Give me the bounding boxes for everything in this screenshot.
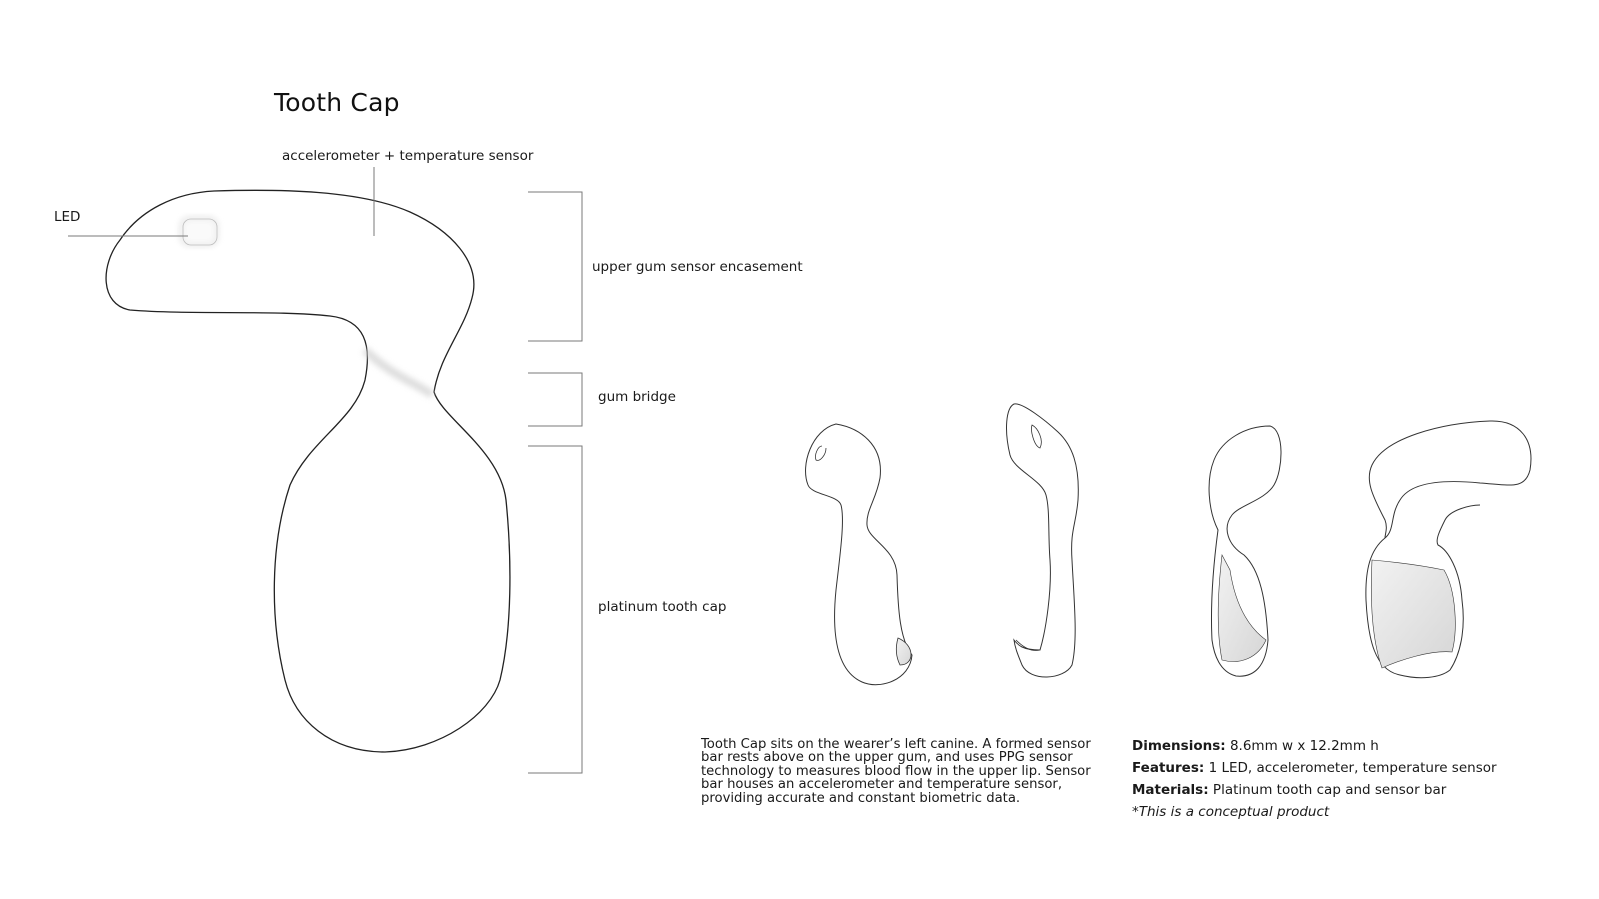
spec-list bbox=[1132, 737, 1497, 825]
spec-value: 8.6mm w x 12.2mm h bbox=[1229, 738, 1379, 754]
spec-value: Platinum tooth cap and sensor bar bbox=[1212, 782, 1447, 798]
gum-bridge-shading bbox=[365, 350, 432, 395]
spec-label: Features: bbox=[1132, 760, 1205, 776]
view-side-left bbox=[806, 424, 912, 685]
led-shape bbox=[181, 218, 217, 245]
spec-features bbox=[1132, 759, 1497, 781]
spec-materials bbox=[1132, 781, 1497, 803]
tooth-cap-main-outline bbox=[106, 190, 510, 752]
view-three-quarter bbox=[1366, 421, 1531, 678]
callout-sensor: accelerometer + temperature sensor bbox=[282, 148, 534, 164]
encasement-bracket bbox=[528, 192, 582, 341]
callout-cap: platinum tooth cap bbox=[598, 599, 727, 615]
callout-led: LED bbox=[54, 209, 81, 225]
conceptual-note: *This is a conceptual product bbox=[1132, 804, 1330, 820]
bridge-bracket bbox=[528, 373, 582, 426]
view-back bbox=[1209, 426, 1281, 676]
page-title: Tooth Cap bbox=[274, 88, 400, 117]
view-side-right bbox=[1007, 404, 1079, 677]
callout-encasement: upper gum sensor encasement bbox=[592, 259, 803, 275]
spec-value: 1 LED, accelerometer, temperature sensor bbox=[1208, 760, 1497, 776]
cap-bracket bbox=[528, 446, 582, 773]
spec-label: Materials: bbox=[1132, 782, 1209, 798]
spec-dimensions bbox=[1132, 737, 1497, 759]
spec-label: Dimensions: bbox=[1132, 738, 1226, 754]
product-description: Tooth Cap sits on the wearer’s left canine. A formed sensor bar rests above on the upper gum, and uses PPG sensor technology to measures blood flow in the upper lip. Sensor bar houses an accelerometer and temperature sensor, providing accurate and constant biometric data. bbox=[701, 737, 1091, 806]
callout-bridge: gum bridge bbox=[598, 389, 676, 405]
